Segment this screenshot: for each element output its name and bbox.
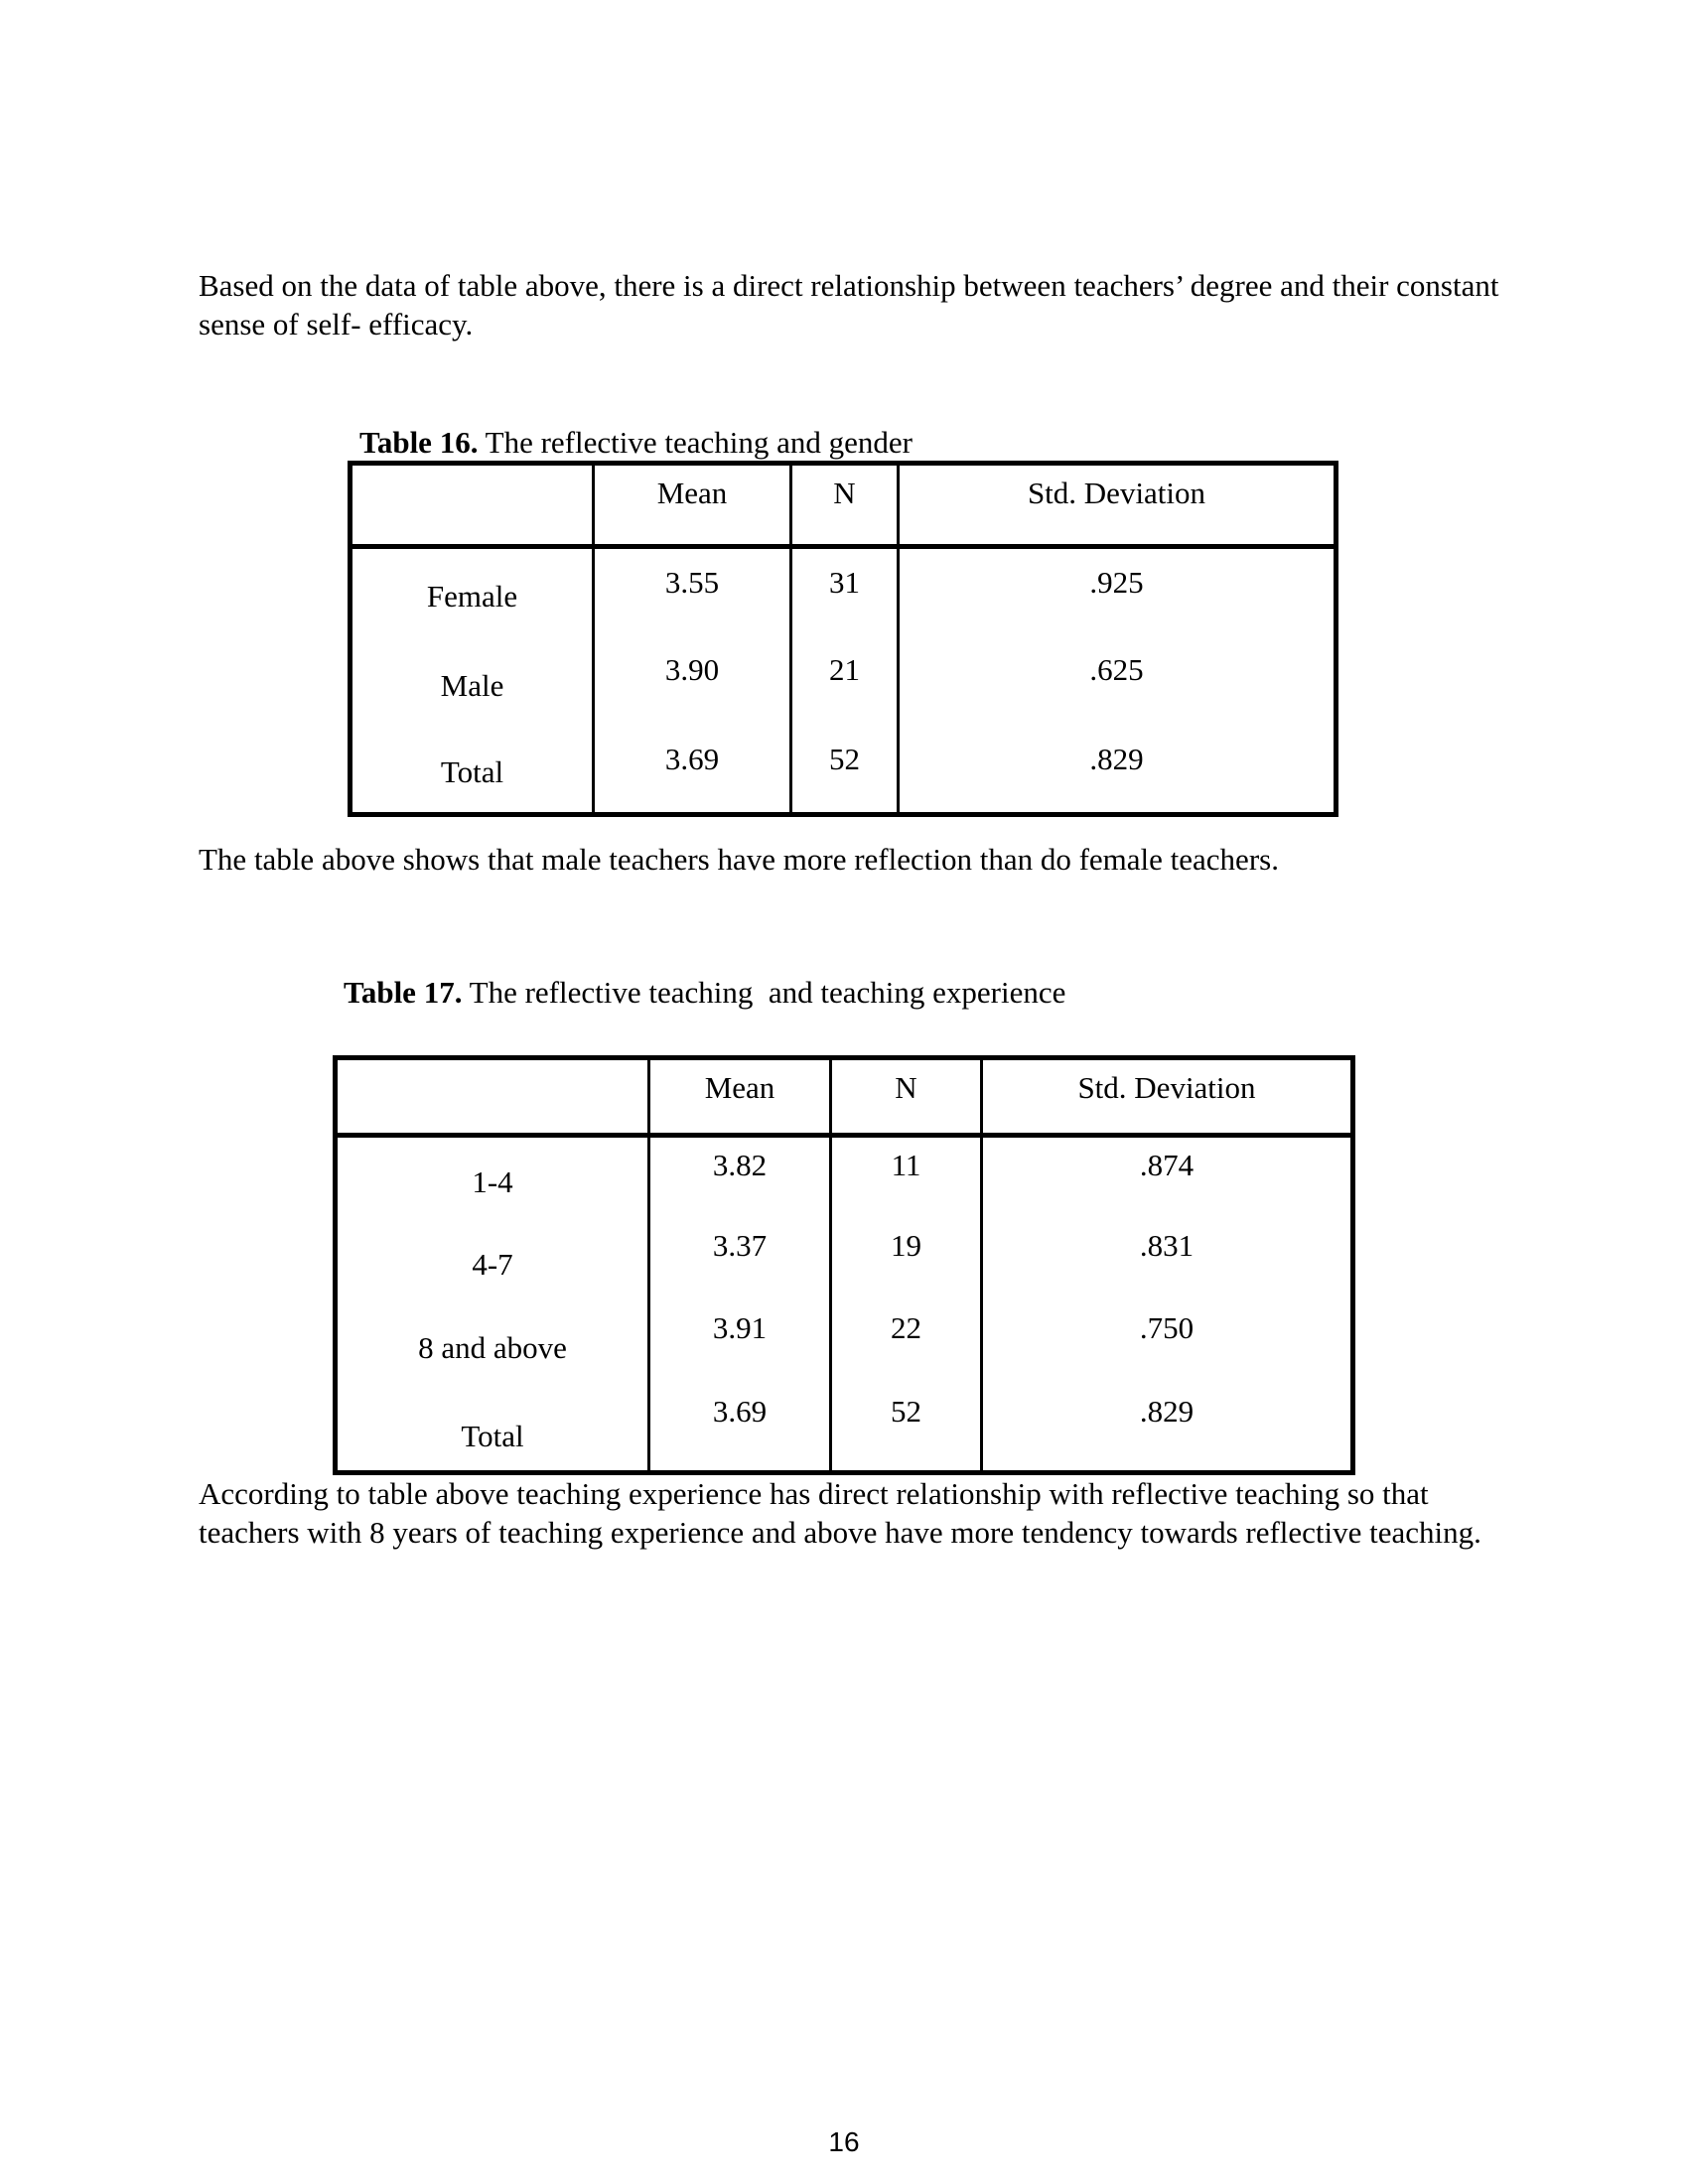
table16-n-cell: 21 (791, 636, 899, 726)
table-row (351, 726, 1336, 815)
table17-header-n: N (831, 1058, 982, 1136)
table17-n-cell: 22 (831, 1300, 982, 1384)
table16-caption-label: Table 16. (359, 425, 479, 460)
table16-n-cell: 31 (791, 547, 899, 636)
table17 (333, 1055, 1355, 1475)
table16-row-label: Female (351, 547, 594, 636)
table16-header-mean: Mean (594, 464, 791, 547)
table-row (336, 1384, 1353, 1473)
table-row (351, 636, 1336, 726)
table17-conclusion-paragraph: According to table above teaching experience has direct relationship with reflective teaching so that teachers with 8 years of teaching experience and above have more tendency towards reflective teaching. (199, 1476, 1481, 1550)
table17-row-label: 1-4 (336, 1136, 649, 1218)
table16-sd-cell: .925 (899, 547, 1336, 636)
table16-mean-cell: 3.69 (594, 726, 791, 815)
table17-sd-cell: .874 (982, 1136, 1353, 1218)
table16-header-sd: Std. Deviation (899, 464, 1336, 547)
table17-header-mean: Mean (649, 1058, 831, 1136)
table17-mean-cell: 3.37 (649, 1218, 831, 1300)
table16-conclusion-paragraph: The table above shows that male teachers have more reflection than do female teachers. (199, 842, 1279, 877)
intro-paragraph: Based on the data of table above, there is a direct relationship between teachers’ degree and their constant sense of self- efficacy. (199, 268, 1499, 341)
table16-header-row (351, 464, 1336, 547)
table17-n-cell: 11 (831, 1136, 982, 1218)
table16-row-label: Total (351, 726, 594, 815)
table17-n-cell: 52 (831, 1384, 982, 1473)
table-row (336, 1136, 1353, 1218)
table16-caption-text: The reflective teaching and gender (478, 425, 913, 460)
table16-row-label: Male (351, 636, 594, 726)
table17-caption-label: Table 17. (344, 975, 463, 1010)
table17-mean-cell: 3.91 (649, 1300, 831, 1384)
table17-row-label: 4-7 (336, 1218, 649, 1300)
table17-header-row (336, 1058, 1353, 1136)
table17-header-empty (336, 1058, 649, 1136)
table16 (348, 461, 1338, 817)
table17-mean-cell: 3.69 (649, 1384, 831, 1473)
table-row (336, 1218, 1353, 1300)
table-row (336, 1300, 1353, 1384)
table17-sd-cell: .750 (982, 1300, 1353, 1384)
table16-caption (359, 425, 913, 461)
table17-n-cell: 19 (831, 1218, 982, 1300)
table16-header-n: N (791, 464, 899, 547)
table17-caption-text: The reflective teaching and teaching experience (462, 975, 1066, 1010)
table17-caption (344, 975, 1065, 1011)
table17-row-label: Total (336, 1384, 649, 1473)
table17-row-label: 8 and above (336, 1300, 649, 1384)
table17-sd-cell: .829 (982, 1384, 1353, 1473)
table17-mean-cell: 3.82 (649, 1136, 831, 1218)
table-row (351, 547, 1336, 636)
table16-sd-cell: .829 (899, 726, 1336, 815)
table17-header-sd: Std. Deviation (982, 1058, 1353, 1136)
table16-sd-cell: .625 (899, 636, 1336, 726)
table16-mean-cell: 3.55 (594, 547, 791, 636)
page-number: 16 (828, 2126, 860, 2157)
table16-n-cell: 52 (791, 726, 899, 815)
table16-header-empty (351, 464, 594, 547)
table17-sd-cell: .831 (982, 1218, 1353, 1300)
table16-mean-cell: 3.90 (594, 636, 791, 726)
